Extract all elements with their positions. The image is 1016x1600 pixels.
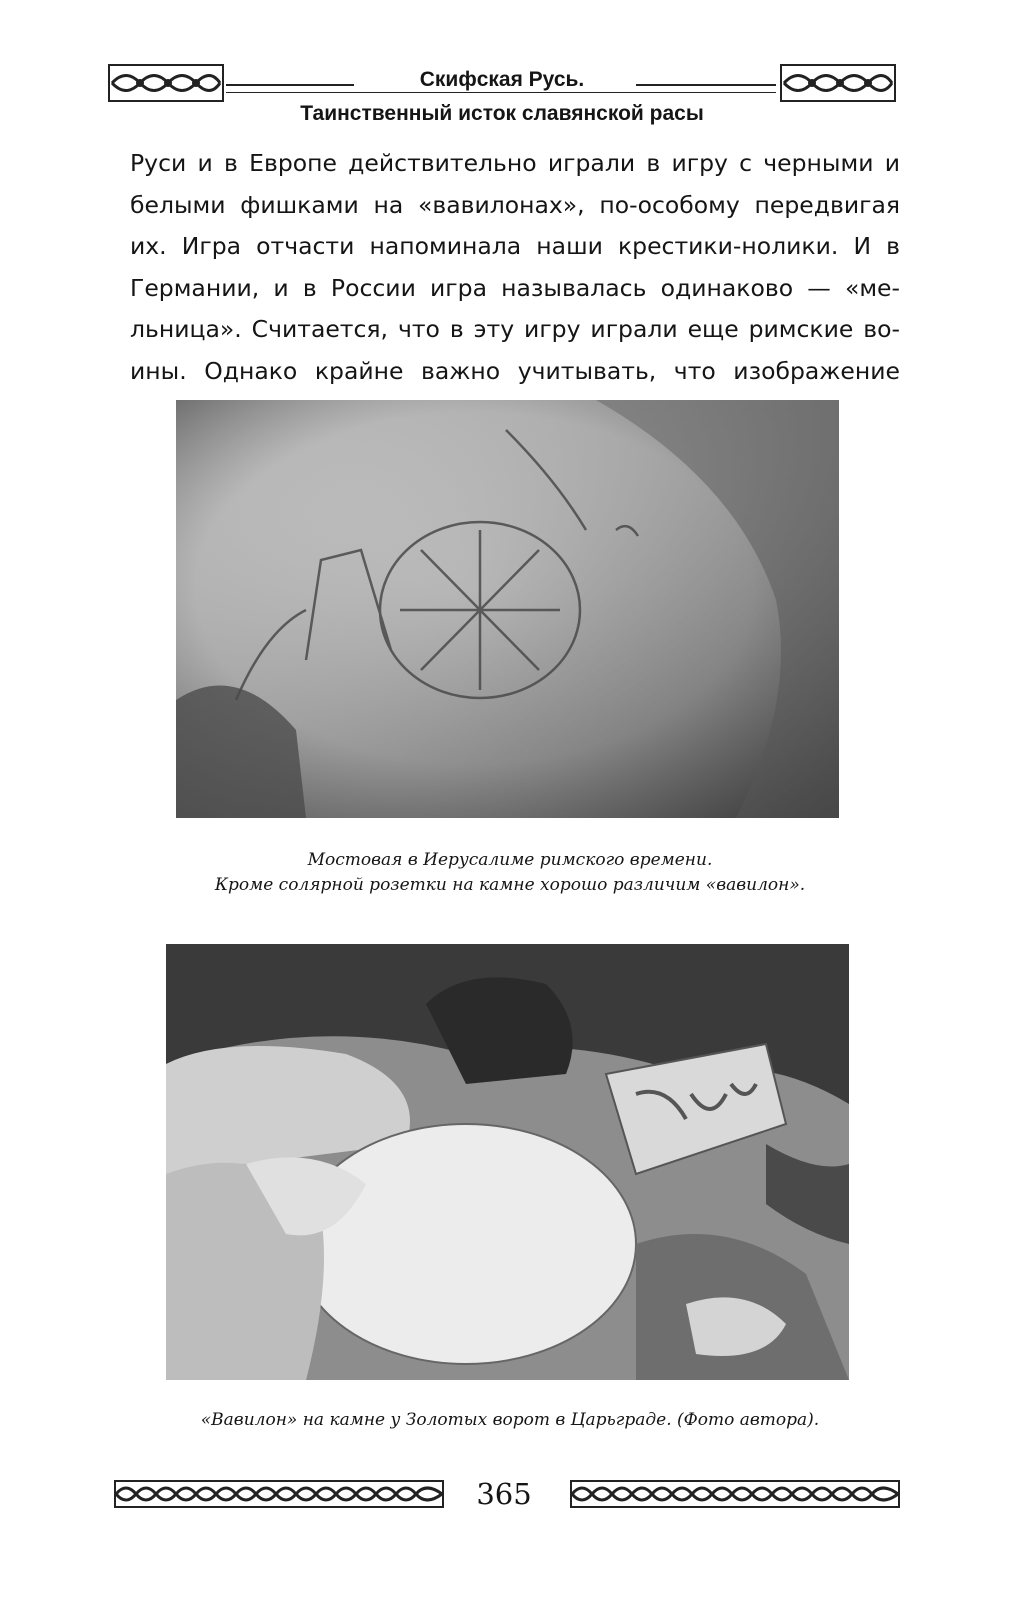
ornament-band-icon — [570, 1480, 900, 1508]
photo-jerusalem-pavement — [176, 400, 839, 818]
header-rule-under — [226, 92, 776, 93]
text-line: льница». Считается, что в эту игру играли еще римские во- — [130, 315, 900, 343]
text-line: Руси и в Европе действительно играли в игру с черными и — [130, 149, 900, 177]
text-line: белыми фишками на «вавилонах», по-особому передвигая — [130, 190, 900, 219]
running-header — [108, 58, 896, 138]
book-subtitle: Таинственный исток славянской расы — [300, 102, 704, 125]
running-footer — [108, 1474, 900, 1514]
caption-line: Мостовая в Иерусалиме римского времени. — [307, 850, 713, 870]
text-line: Германии, и в России игра называлась одинаково — «ме- — [130, 273, 900, 302]
text-line: их. Игра отчасти напоминала наши крестики-нолики. И в — [130, 232, 900, 260]
text-line: ины. Однако крайне важно учитывать, что изображение — [130, 356, 900, 385]
figure-caption-1 — [120, 848, 900, 898]
page-number: 365 — [476, 1477, 532, 1511]
photo-golden-gate-stone — [166, 944, 849, 1380]
ornament-band-icon — [114, 1480, 444, 1508]
caption-line: «Вавилон» на камне у Золотых ворот в Царьграде. (Фото автора). — [200, 1410, 820, 1430]
caption-line: Кроме солярной розетки на камне хорошо различим «вавилон». — [214, 875, 806, 895]
figure-caption-2 — [120, 1408, 900, 1433]
book-title: Скифская Русь. — [419, 68, 585, 91]
body-paragraph — [130, 143, 900, 392]
